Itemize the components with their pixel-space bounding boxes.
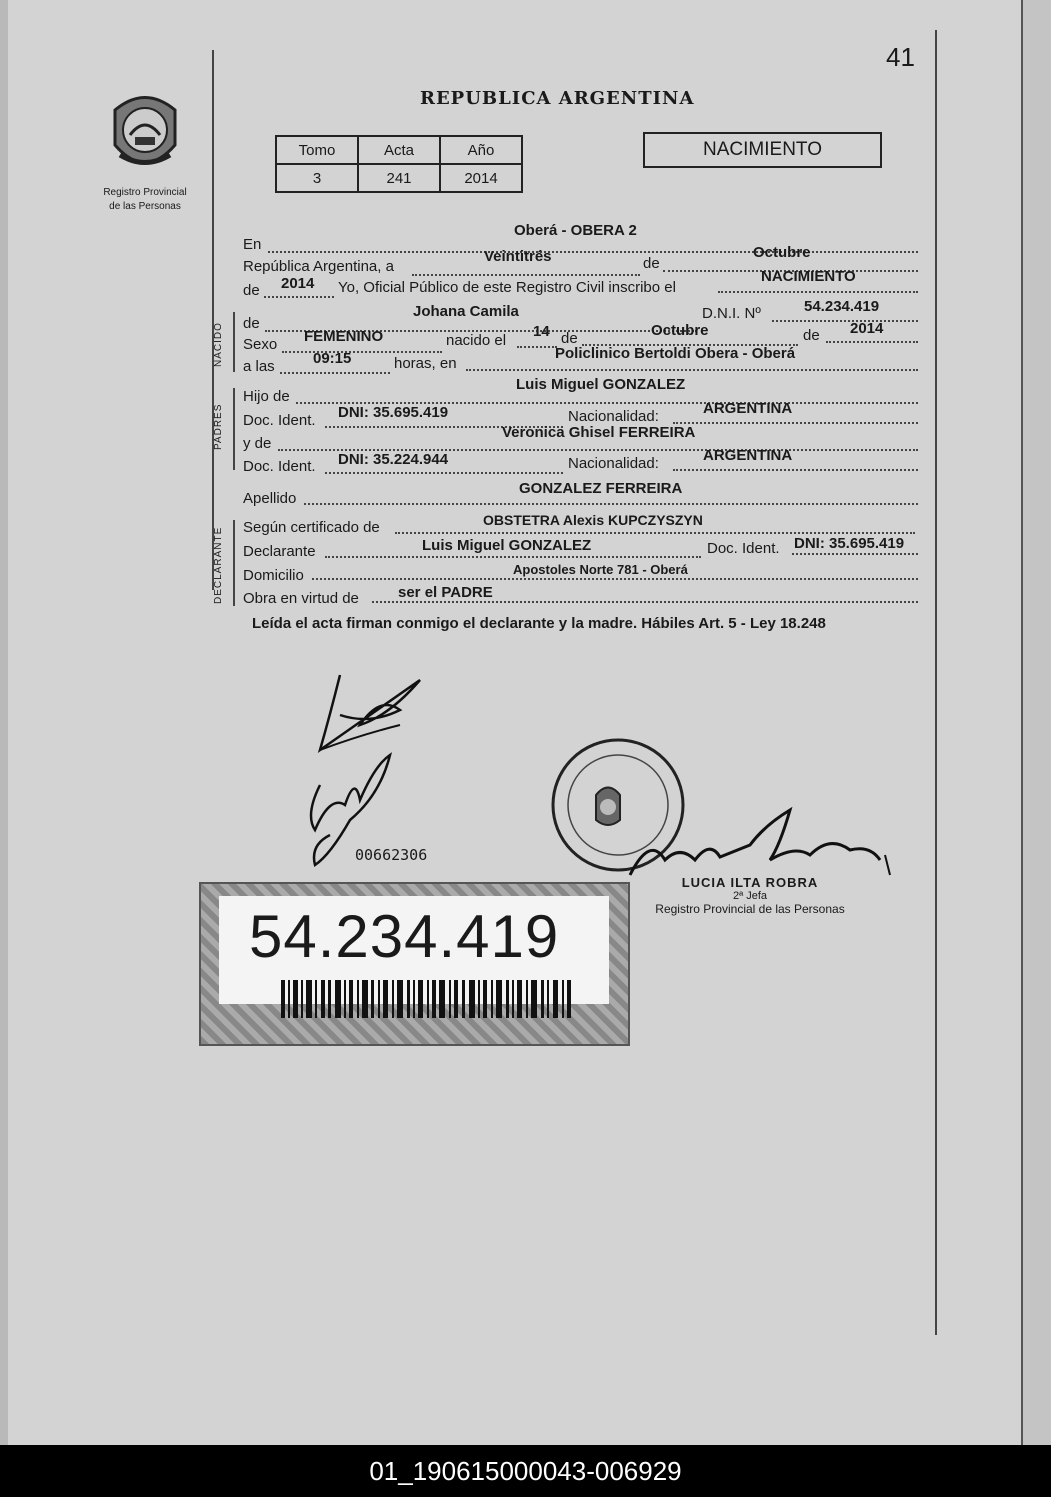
hours-label: horas, en bbox=[394, 355, 457, 372]
child-name-value: Johana Camila bbox=[413, 303, 519, 320]
de-label: de bbox=[561, 330, 578, 347]
id-label-number: 54.234.419 bbox=[249, 903, 560, 970]
footer-file-id: 01_190615000043-006929 bbox=[0, 1445, 1051, 1497]
handwritten-signatures bbox=[300, 655, 450, 875]
document-title: REPUBLICA ARGENTINA bbox=[420, 88, 695, 109]
born-day-value: 14 bbox=[533, 323, 550, 340]
dotted-line bbox=[372, 601, 918, 603]
section-bar bbox=[233, 520, 235, 606]
acts-value: ser el PADRE bbox=[398, 584, 493, 601]
mother-name-value: Veronica Ghisel FERREIRA bbox=[502, 424, 696, 441]
provincial-seal bbox=[95, 85, 195, 213]
ano-value: 2014 bbox=[440, 164, 522, 192]
signer-block bbox=[615, 875, 885, 916]
page-edge-left bbox=[0, 0, 8, 1445]
dotted-line bbox=[673, 422, 918, 424]
dotted-line bbox=[466, 369, 918, 371]
book-header-row bbox=[276, 136, 522, 164]
surname-label: Apellido bbox=[243, 490, 297, 507]
dotted-line bbox=[673, 469, 918, 471]
event-value: NACIMIENTO bbox=[761, 268, 856, 285]
seal-caption-line2: de las Personas bbox=[109, 201, 181, 212]
seal-emblem-icon bbox=[100, 85, 190, 180]
dotted-line bbox=[325, 556, 701, 558]
dotted-line bbox=[718, 291, 918, 293]
child-of-label: Hijo de bbox=[243, 388, 290, 405]
id-label bbox=[199, 882, 630, 1046]
born-month-value: Octubre bbox=[651, 322, 709, 339]
father-nationality-value: ARGENTINA bbox=[703, 400, 793, 417]
dotted-line bbox=[517, 346, 557, 348]
sex-value: FEMENINO bbox=[304, 328, 384, 345]
place-label: En bbox=[243, 236, 262, 253]
day-value: Veintitrés bbox=[484, 248, 552, 265]
address-value: Apostoles Norte 781 - Oberá bbox=[513, 562, 688, 577]
seal-caption-line1: Registro Provincial bbox=[103, 187, 187, 198]
page-number: 41 bbox=[886, 42, 915, 72]
acta-value: 241 bbox=[358, 164, 440, 192]
of-label: de bbox=[243, 315, 260, 332]
dotted-line bbox=[792, 553, 918, 555]
dni-value: 54.234.419 bbox=[804, 298, 880, 315]
dotted-line bbox=[826, 341, 918, 343]
de-label: de bbox=[803, 327, 820, 344]
doc-label: Doc. Ident. bbox=[243, 412, 316, 429]
tomo-value: 3 bbox=[276, 164, 358, 192]
tomo-header: Tomo bbox=[276, 136, 358, 164]
nationality-label: Nacionalidad: bbox=[568, 455, 659, 472]
dotted-line bbox=[325, 472, 563, 474]
section-bar bbox=[233, 388, 235, 470]
signer-office: Registro Provincial de las Personas bbox=[655, 902, 845, 916]
dotted-line bbox=[772, 320, 918, 322]
nationality-label: Nacionalidad: bbox=[568, 408, 659, 425]
surname-value: GONZALEZ FERREIRA bbox=[519, 480, 683, 497]
doc-label: Doc. Ident. bbox=[707, 540, 780, 557]
mother-doc-value: DNI: 35.224.944 bbox=[338, 451, 449, 468]
acta-header: Acta bbox=[358, 136, 440, 164]
declarant-name-value: Luis Miguel GONZALEZ bbox=[422, 537, 592, 554]
father-doc-value: DNI: 35.695.419 bbox=[338, 404, 449, 421]
and-of-label: y de bbox=[243, 435, 272, 452]
barcode bbox=[281, 980, 571, 1018]
dotted-line bbox=[268, 251, 918, 253]
signer-name: LUCIA ILTA ROBRA bbox=[681, 875, 819, 890]
acts-label: Obra en virtud de bbox=[243, 590, 359, 607]
mother-nationality-value: ARGENTINA bbox=[703, 447, 793, 464]
certificate-label: Según certificado de bbox=[243, 519, 380, 536]
dotted-line bbox=[395, 532, 915, 534]
section-bar bbox=[233, 312, 235, 372]
signer-role: 2ª Jefa bbox=[732, 890, 768, 902]
dotted-line bbox=[282, 351, 442, 353]
declarant-label: Declarante bbox=[243, 543, 316, 560]
place-value: Oberá - OBERA 2 bbox=[514, 222, 637, 239]
book-reference-table bbox=[275, 135, 523, 193]
dotted-line bbox=[264, 296, 334, 298]
certificate-value: OBSTETRA Alexis KUPCZYSZYN bbox=[483, 512, 703, 528]
dotted-line bbox=[312, 578, 918, 580]
margin-rule-right bbox=[935, 30, 937, 1335]
ano-header: Año bbox=[440, 136, 522, 164]
closing-statement: Leída el acta firman conmigo el declarante y la madre. Hábiles Art. 5 - Ley 18.248 bbox=[252, 615, 826, 632]
father-name-value: Luis Miguel GONZALEZ bbox=[516, 376, 686, 393]
month-value: Octubre bbox=[753, 244, 811, 261]
record-type-box: NACIMIENTO bbox=[643, 132, 882, 168]
section-parents-label: PADRES bbox=[213, 403, 224, 450]
declarant-doc-value: DNI: 35.695.419 bbox=[794, 535, 905, 552]
year-value: 2014 bbox=[281, 275, 315, 292]
birth-place-value: Policlinico Bertoldi Obera - Oberá bbox=[555, 345, 796, 362]
book-value-row bbox=[276, 164, 522, 192]
id-label-inner bbox=[219, 896, 609, 1004]
at-label: a las bbox=[243, 358, 275, 375]
sex-label: Sexo bbox=[243, 336, 278, 353]
page-edge-right bbox=[1021, 0, 1051, 1445]
dotted-line bbox=[280, 372, 390, 374]
date-prefix: República Argentina, a bbox=[243, 258, 394, 275]
doc-label: Doc. Ident. bbox=[243, 458, 316, 475]
section-born-label: NACIDO bbox=[213, 322, 224, 367]
registrar-signature bbox=[620, 805, 900, 885]
inscribe-text: Yo, Oficial Público de este Registro Civil inscribo el bbox=[338, 279, 676, 296]
born-label: nacido el bbox=[446, 332, 507, 349]
de-label: de bbox=[643, 255, 660, 272]
time-value: 09:15 bbox=[313, 350, 352, 367]
de-label: de bbox=[243, 282, 260, 299]
section-declarant-label: DECLARANTE bbox=[213, 526, 224, 604]
born-year-value: 2014 bbox=[850, 320, 884, 337]
margin-rule-left bbox=[212, 50, 214, 590]
dotted-line bbox=[412, 274, 640, 276]
dotted-line bbox=[304, 503, 918, 505]
dni-label: D.N.I. Nº bbox=[702, 305, 761, 322]
address-label: Domicilio bbox=[243, 567, 304, 584]
control-number: 00662306 bbox=[355, 846, 428, 864]
